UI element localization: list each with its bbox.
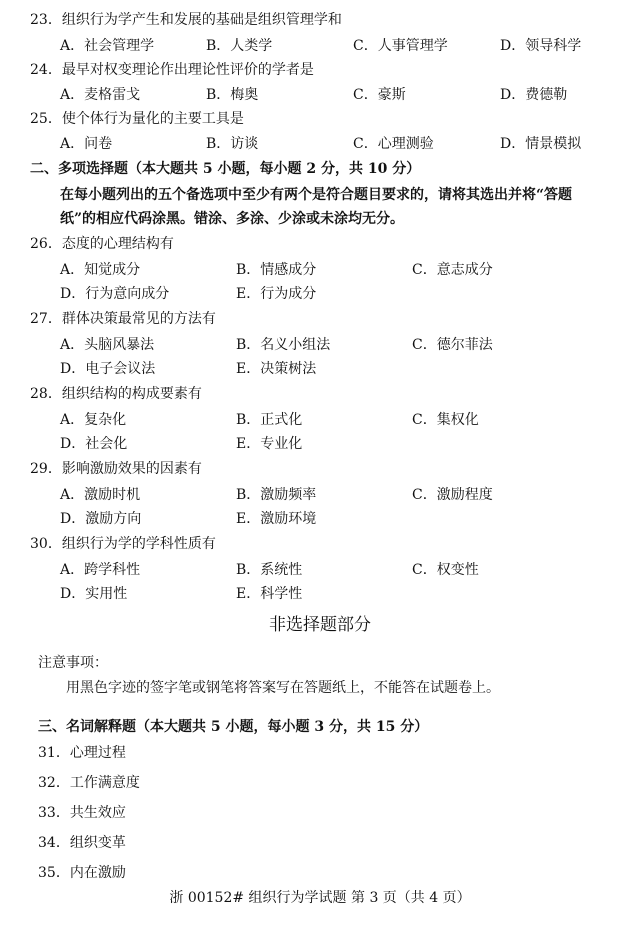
question-29-option-a: A．激励时机	[60, 487, 141, 503]
question-29-stem: 29．影响激励效果的因素有	[30, 461, 202, 477]
question-27-option-b: B．名义小组法	[236, 337, 331, 353]
section-2-instruction-line-2: 纸”的相应代码涂黑。错涂、多涂、少涂或未涂均无分。	[60, 211, 405, 227]
question-24-option-d: D．费德勒	[500, 87, 568, 103]
question-24-option-a: A．麦格雷戈	[60, 87, 141, 103]
term-item: 32．工作满意度	[38, 775, 140, 791]
question-26-option-c: C．意志成分	[412, 262, 493, 278]
question-28-option-e: E．专业化	[236, 436, 303, 452]
question-25-option-c: C．心理测验	[353, 136, 434, 152]
question-28-option-d: D．社会化	[60, 436, 128, 452]
term-item: 31．心理过程	[38, 745, 126, 761]
question-30-option-a: A．跨学科性	[60, 562, 141, 578]
part-heading: 非选择题部分	[269, 615, 371, 635]
notice-label: 注意事项：	[38, 655, 108, 671]
question-27-option-e: E．决策树法	[236, 361, 317, 377]
question-29-option-d: D．激励方向	[60, 511, 142, 527]
term-item: 35．内在激励	[38, 865, 126, 881]
section-2-title: 二、多项选择题（本大题共 5 小题，每小题 2 分，共 10 分）	[30, 161, 421, 177]
question-27-stem: 27．群体决策最常见的方法有	[30, 311, 216, 327]
question-25-stem: 25．使个体行为量化的主要工具是	[30, 111, 244, 127]
question-30-option-c: C．权变性	[412, 562, 479, 578]
question-30-option-e: E．科学性	[236, 586, 303, 602]
page-footer: 浙 00152# 组织行为学试题 第 3 页（共 4 页）	[169, 890, 471, 906]
question-23-option-d: D．领导科学	[500, 38, 582, 54]
question-29-option-b: B．激励频率	[236, 487, 317, 503]
question-27-option-d: D．电子会议法	[60, 361, 156, 377]
question-30-option-b: B．系统性	[236, 562, 303, 578]
question-26-option-b: B．情感成分	[236, 262, 317, 278]
question-27-option-c: C．德尔菲法	[412, 337, 493, 353]
notice-text: 用黑色字迹的签字笔或钢笔将答案写在答题纸上，不能答在试题卷上。	[66, 680, 500, 696]
question-26-option-d: D．行为意向成分	[60, 286, 170, 302]
question-23-option-a: A．社会管理学	[60, 38, 155, 54]
question-29-option-e: E．激励环境	[236, 511, 317, 527]
question-26-stem: 26．态度的心理结构有	[30, 236, 174, 252]
question-28-option-a: A．复杂化	[60, 412, 127, 428]
question-23-option-c: C．人事管理学	[353, 38, 448, 54]
question-28-option-b: B．正式化	[236, 412, 303, 428]
term-item: 33．共生效应	[38, 805, 126, 821]
section-3-title: 三、名词解释题（本大题共 5 小题，每小题 3 分，共 15 分）	[38, 719, 429, 735]
term-item: 34．组织变革	[38, 835, 126, 851]
question-23-stem: 23．组织行为学产生和发展的基础是组织管理学和	[30, 12, 342, 28]
question-30-option-d: D．实用性	[60, 586, 128, 602]
question-24-option-b: B．梅奥	[206, 87, 259, 103]
question-28-stem: 28．组织结构的构成要素有	[30, 386, 202, 402]
question-24-stem: 24．最早对权变理论作出理论性评价的学者是	[30, 62, 314, 78]
question-25-option-d: D．情景模拟	[500, 136, 582, 152]
question-28-option-c: C．集权化	[412, 412, 479, 428]
question-26-option-e: E．行为成分	[236, 286, 317, 302]
question-29-option-c: C．激励程度	[412, 487, 493, 503]
question-26-option-a: A．知觉成分	[60, 262, 141, 278]
question-30-stem: 30．组织行为学的学科性质有	[30, 536, 216, 552]
question-23-option-b: B．人类学	[206, 38, 273, 54]
question-27-option-a: A．头脑风暴法	[60, 337, 155, 353]
question-24-option-c: C．豪斯	[353, 87, 406, 103]
section-2-instruction-line-1: 在每小题列出的五个备选项中至少有两个是符合题目要求的，请将其选出并将“答题	[60, 187, 573, 203]
question-25-option-b: B．访谈	[206, 136, 259, 152]
question-25-option-a: A．问卷	[60, 136, 113, 152]
